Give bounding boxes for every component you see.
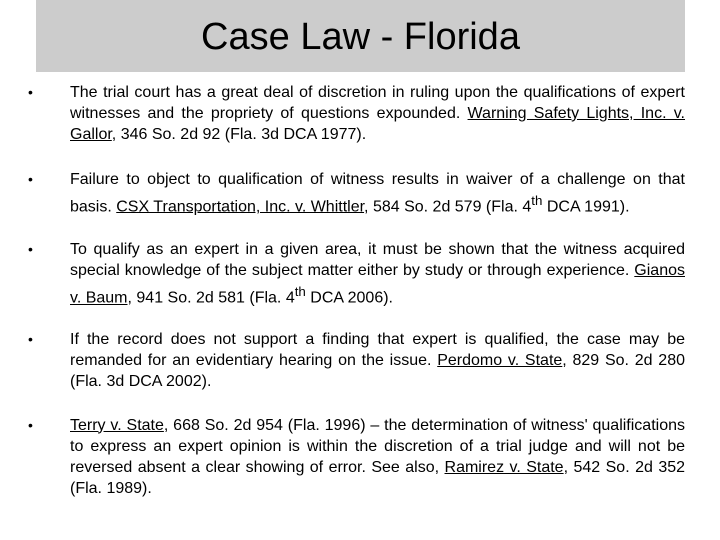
item-text: The trial court has a great deal of discretion in ruling upon the qualifications of expert witnesses and the propriety of questions expounded. <box>70 84 685 122</box>
list-item <box>28 82 685 145</box>
ordinal-suffix: th <box>294 284 306 300</box>
item-text: If the record does not support a finding that expert is qualified, the case may be remanded for an evidentiary hearing on the issue. <box>70 330 685 369</box>
slide-title: Case Law - Florida <box>201 16 520 58</box>
title-bar <box>36 0 685 72</box>
list-item <box>28 415 685 499</box>
item-text: , 668 So. 2d 954 (Fla. 1996) – the determination of witness' qualifications to express an expert opinion is within the discretion of a trial judge and will not be reversed absent a clear showing of error. See also, <box>70 416 685 476</box>
case-name: CSX Transportation, Inc. v. Whittler <box>116 198 365 216</box>
case-name-secondary: Ramirez v. State <box>444 458 564 476</box>
bullet-dot: • <box>28 416 33 433</box>
list-item <box>28 239 685 308</box>
list-item <box>28 169 685 217</box>
bullet-list <box>28 82 685 523</box>
bullet-dot: • <box>28 171 33 187</box>
case-citation-end: DCA 2006). <box>305 289 393 307</box>
case-citation: , 941 So. 2d 581 (Fla. 4 <box>127 289 295 307</box>
ordinal-suffix: th <box>531 193 543 208</box>
case-name: Terry v. State <box>70 416 164 434</box>
case-citation: , 542 So. 2d 352 (Fla. 1989). <box>70 458 686 497</box>
bullet-dot: • <box>28 330 33 347</box>
case-citation: , 346 So. 2d 92 (Fla. 3d DCA 1977). <box>111 126 367 143</box>
item-text: Failure to object to qualification of witness results in waiver of a challenge on that basis. <box>70 171 685 216</box>
case-citation: , 584 So. 2d 579 (Fla. 4 <box>364 198 532 216</box>
case-citation-end: DCA 1991). <box>542 198 630 216</box>
item-text: To qualify as an expert in a given area, it must be shown that the witness acquired special knowledge of the subject matter either by study or through experience. <box>70 241 685 280</box>
bullet-dot: • <box>28 84 33 100</box>
bullet-dot: • <box>28 241 33 258</box>
case-name: Warning Safety Lights, Inc. v. Gallor <box>70 105 686 143</box>
case-name: Perdomo v. State <box>437 351 563 369</box>
list-item <box>28 329 685 392</box>
case-citation: , 829 So. 2d 280 (Fla. 3d DCA 2002). <box>70 351 685 390</box>
case-name: Gianos v. Baum <box>70 262 685 307</box>
